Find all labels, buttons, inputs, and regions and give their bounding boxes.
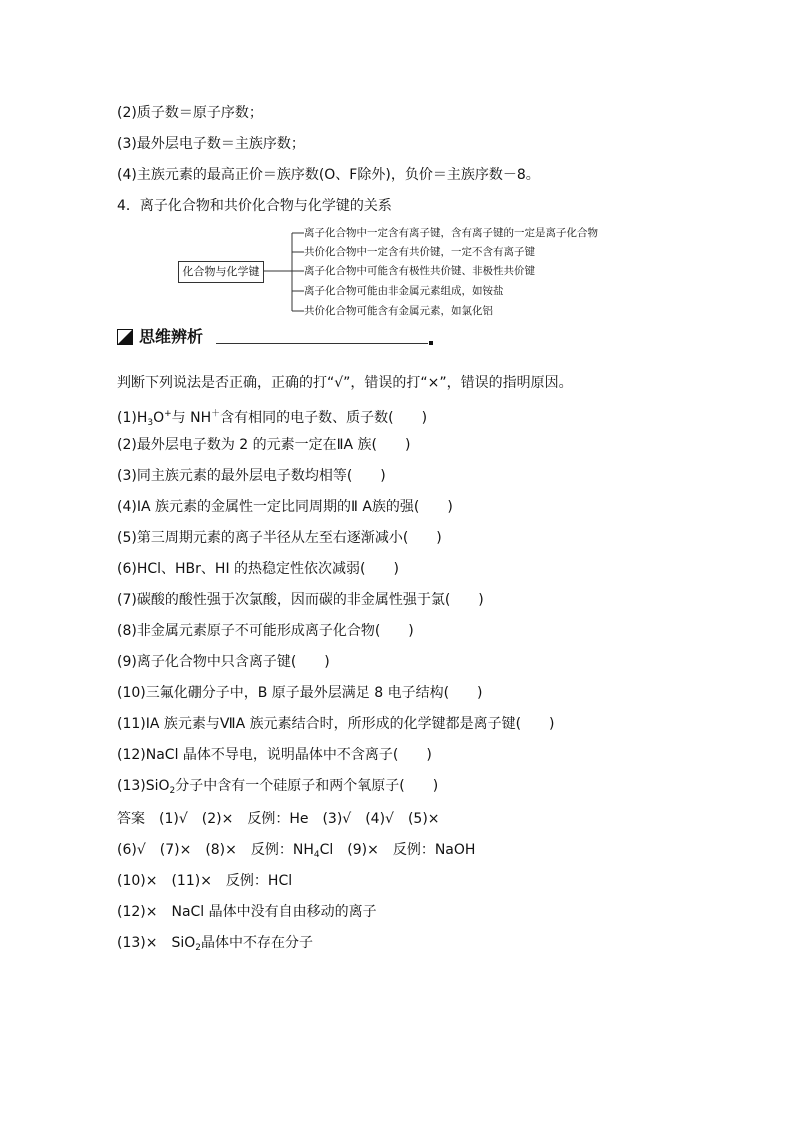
diagram-item: 离子化合物中可能含有极性共价键、非极性共价键	[304, 265, 535, 277]
answer-line: 答案 (1)√ (2)× 反例：He (3)√ (4)√ (5)×	[117, 811, 440, 827]
section-4-title: 4．离子化合物和共价化合物与化学键的关系	[117, 198, 392, 214]
answer-line: (12)× NaCl 晶体中没有自由移动的离子	[117, 904, 377, 920]
diagram-item: 共价化合物可能含有金属元素，如氯化铝	[304, 305, 493, 317]
answer-line: (6)√ (7)× (8)× 反例：$NH_4Cl$ (9)× 反例：NaOH	[117, 842, 476, 860]
question: (3)同主族元素的最外层电子数均相等( )	[117, 468, 386, 484]
rule-3: (3)最外层电子数＝主族序数；	[117, 136, 305, 152]
answer-line: (10)× (11)× 反例：HCl	[117, 873, 293, 889]
question: (6)HCl、HBr、HI 的热稳定性依次减弱( )	[117, 561, 399, 577]
question: (4)ⅠA 族元素的金属性一定比同周期的Ⅱ A族的强( )	[117, 499, 453, 515]
instruction-text: 判断下列说法是否正确，正确的打“√”，错误的打“×”，错误的指明原因。	[117, 375, 573, 391]
diagram-root-box: 化合物与化学键	[178, 261, 264, 283]
question-1: $(1)H_3O^+$与 NH＋含有相同的电子数、质子数( )	[117, 409, 428, 428]
rule-4: (4)主族元素的最高正价＝族序数(O、F除外)，负价＝主族序数－8。	[117, 167, 540, 183]
section-divider	[216, 343, 428, 344]
question: (7)碳酸的酸性强于次氯酸，因而碳的非金属性强于氯( )	[117, 592, 484, 608]
question: (5)第三周期元素的离子半径从左至右逐渐减小( )	[117, 530, 442, 546]
section-triangle-icon	[117, 329, 133, 345]
question: (2)最外层电子数为 2 的元素一定在ⅡA 族( )	[117, 437, 411, 453]
question: (11)ⅠA 族元素与ⅦA 族元素结合时，所形成的化学键都是离子键( )	[117, 716, 555, 732]
answer-line: (13)× SiO$_2$晶体中不存在分子	[117, 935, 313, 953]
diagram-item: 共价化合物中一定含有共价键，一定不含有离子键	[304, 246, 535, 258]
question: (10)三氟化硼分子中，B 原子最外层满足 8 电子结构( )	[117, 685, 483, 701]
question: (8)非金属元素原子不可能形成离子化合物( )	[117, 623, 414, 639]
question-13: (13)SiO$_2$分子中含有一个硅原子和两个氧原子( )	[117, 778, 439, 796]
diagram-item: 离子化合物中一定含有离子键，含有离子键的一定是离子化合物	[304, 227, 598, 239]
rule-2: (2)质子数＝原子序数；	[117, 105, 263, 121]
question: (12)NaCl 晶体不导电，说明晶体中不含离子( )	[117, 747, 432, 763]
diagram-brace	[262, 225, 306, 319]
diagram-item: 离子化合物可能由非金属元素组成，如铵盐	[304, 285, 504, 297]
question: (9)离子化合物中只含离子键( )	[117, 654, 330, 670]
section-divider-dot	[429, 341, 433, 345]
section-title: 思维辨析	[139, 327, 204, 346]
